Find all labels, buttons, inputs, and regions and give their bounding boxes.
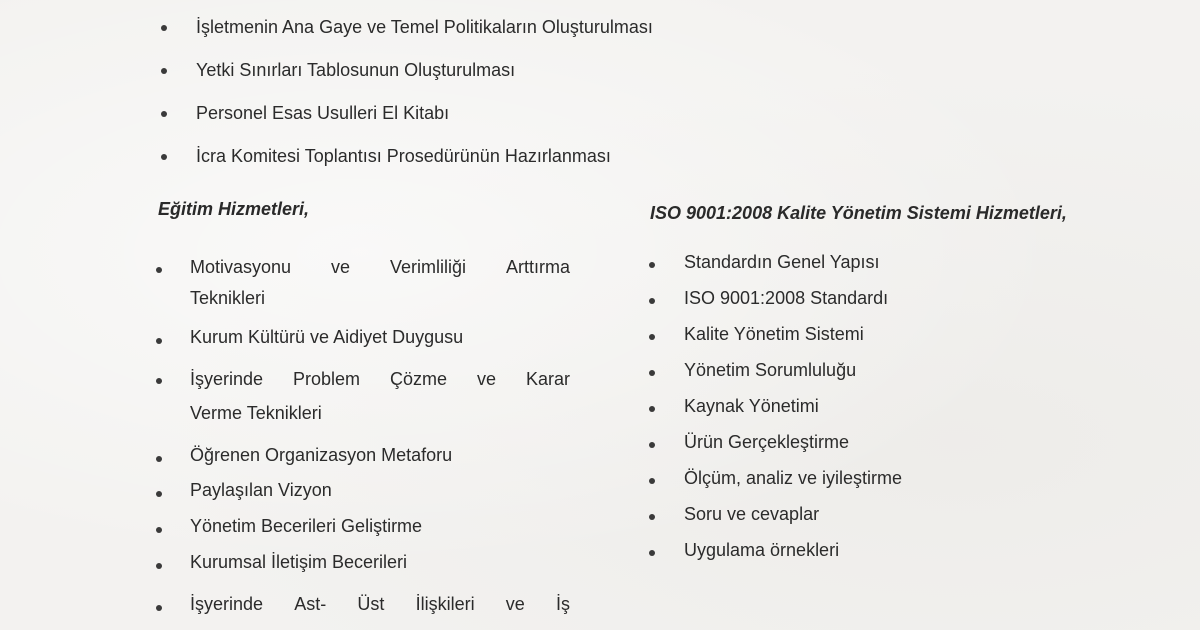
word: Üst [357, 594, 385, 614]
list-item: Ölçüm, analiz ve iyileştirme [684, 468, 903, 488]
word: İşyerinde [190, 369, 264, 389]
section-heading-iso: ISO 9001:2008 Kalite Yönetim Sistemi Hizmetleri, [650, 203, 1067, 223]
list-item: Yönetim Becerileri Geliştirme [190, 516, 423, 536]
word: İş [555, 594, 570, 614]
list-item: Soru ve cevaplar [684, 504, 820, 524]
word: Arttırma [505, 257, 570, 277]
bullet-icon [161, 68, 167, 74]
bullet-icon [156, 527, 162, 533]
list-item: Kurum Kültürü ve Aidiyet Duygusu [190, 327, 464, 347]
word: İşyerinde [190, 594, 264, 614]
word: Ast- [294, 594, 327, 614]
bullet-icon [649, 514, 655, 520]
list-item: İşletmenin Ana Gaye ve Temel Politikaların Oluşturulması [196, 17, 653, 37]
bullet-icon [649, 550, 655, 556]
bullet-icon [649, 406, 655, 412]
list-item: Kalite Yönetim Sistemi [684, 324, 864, 344]
bullet-icon [649, 478, 655, 484]
list-item-line [190, 594, 570, 615]
bullet-icon [649, 442, 655, 448]
section-heading-training: Eğitim Hizmetleri, [158, 199, 310, 219]
bullet-icon [156, 605, 162, 611]
list-item: Yönetim Sorumluluğu [684, 360, 857, 380]
list-item: Personel Esas Usulleri El Kitabı [196, 103, 450, 123]
word: Verimliliği [389, 257, 467, 277]
bullet-icon [649, 370, 655, 376]
bullet-icon [156, 563, 162, 569]
word: ve [505, 594, 525, 614]
list-item-continuation: Teknikleri [190, 288, 266, 308]
list-item: Yetki Sınırları Tablosunun Oluşturulması [196, 60, 516, 80]
word: İlişkileri [415, 594, 475, 614]
list-item: Paylaşılan Vizyon [190, 480, 332, 500]
list-item-continuation: Verme Teknikleri [190, 403, 322, 423]
word: ve [477, 369, 497, 389]
list-item: Kurumsal İletişim Becerileri [190, 552, 408, 572]
list-item: Standardın Genel Yapısı [684, 252, 880, 272]
list-item: Ürün Gerçekleştirme [684, 432, 850, 452]
word: Motivasyonu [190, 257, 292, 277]
word: Karar [525, 369, 570, 389]
bullet-icon [649, 298, 655, 304]
bullet-icon [156, 378, 162, 384]
list-item: Uygulama örnekleri [684, 540, 840, 560]
word: Problem [293, 369, 361, 389]
list-item: ISO 9001:2008 Standardı [684, 288, 889, 308]
bullet-icon [156, 491, 162, 497]
list-item: İcra Komitesi Toplantısı Prosedürünün Hazırlanması [196, 146, 611, 166]
list-item: Kaynak Yönetimi [684, 396, 819, 416]
bullet-icon [161, 154, 167, 160]
list-item-line [190, 257, 570, 278]
list-item: Öğrenen Organizasyon Metaforu [190, 445, 453, 465]
bullet-icon [161, 25, 167, 31]
bullet-icon [156, 338, 162, 344]
bullet-icon [156, 267, 162, 273]
word: Çözme [390, 369, 448, 389]
bullet-icon [156, 456, 162, 462]
list-item-line [190, 369, 570, 390]
word: ve [331, 257, 351, 277]
bullet-icon [649, 262, 655, 268]
bullet-icon [161, 111, 167, 117]
bullet-icon [649, 334, 655, 340]
